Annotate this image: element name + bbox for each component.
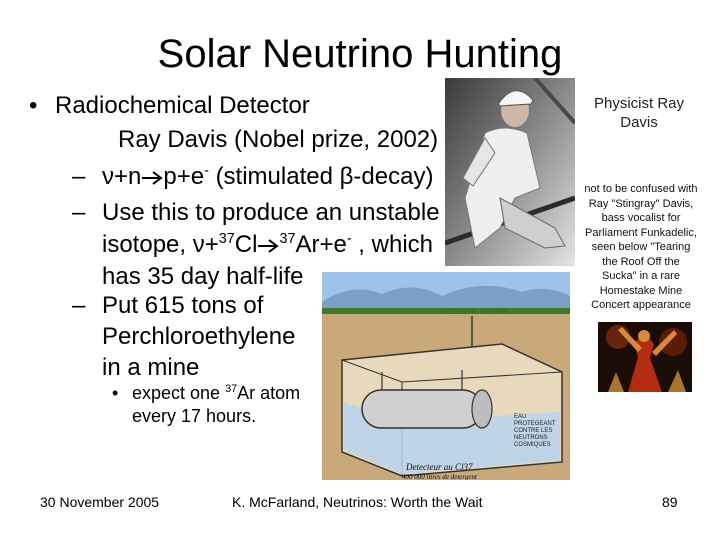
footer-page-number: 89 — [662, 494, 678, 510]
expect-line1 — [132, 382, 300, 405]
diagram-note-line: NEUTRONS — [514, 435, 548, 441]
expect-post: Ar atom — [237, 383, 301, 403]
bullet-radiochemical — [29, 92, 310, 120]
caption-not-confused — [574, 182, 708, 313]
sup-37: 37 — [218, 231, 235, 247]
diagram-note-line: EAU — [514, 414, 527, 420]
concert-photo — [598, 322, 692, 392]
bullet-dot: • — [112, 383, 119, 403]
reaction-left: ν+n — [102, 163, 142, 190]
use-line1: Use this to produce an unstable — [102, 199, 440, 226]
bullet-main-text: Radiochemical Detector — [55, 92, 310, 119]
expect-line2: every 17 hours. — [132, 406, 257, 426]
reaction-charge: - — [204, 163, 209, 179]
diagram-sign: ACCES DE LA MINE — [442, 309, 508, 316]
dash-marker: – — [72, 199, 86, 226]
confused-line: Concert appearance — [591, 299, 691, 311]
caption-physicist — [582, 94, 696, 132]
detector-diagram — [322, 272, 570, 480]
footer-date: 30 November 2005 — [40, 494, 160, 510]
expect-pre: expect one — [132, 383, 221, 403]
confused-line: seen below "Tearing — [591, 241, 691, 253]
arrow-right-icon — [257, 239, 279, 253]
footer-center: K. McFarland, Neutrinos: Worth the Wait — [232, 494, 483, 510]
diagram-note-line: PROTEGEANT — [514, 421, 556, 427]
confused-line: not to be confused with — [584, 183, 698, 195]
put-line1: Put 615 tons of — [102, 292, 264, 319]
reaction-note: (stimulated β-decay) — [215, 163, 434, 190]
bullet-put — [72, 290, 296, 383]
argon: Ar+e — [295, 231, 347, 258]
bullet-dot: • — [29, 92, 38, 119]
confused-line: Parliament Funkadelic, — [585, 226, 697, 239]
diagram-caption-1: Detecteur au Cl37 — [406, 462, 473, 472]
bullet-reaction — [72, 163, 434, 191]
diagram-note-line: CONTRE LES — [514, 428, 553, 434]
slide-title: Solar Neutrino Hunting — [157, 32, 563, 76]
confused-line: Homestake Mine — [599, 284, 683, 297]
bullet-expect — [112, 382, 301, 428]
put-line3: in a mine — [102, 354, 200, 381]
confused-line: bass vocalist for — [601, 212, 681, 224]
sup-37: 37 — [225, 383, 238, 395]
caption-physicist-line2: Davis — [620, 114, 658, 131]
diagram-note-line: COSMIQUES — [514, 442, 551, 448]
use-line3: has 35 day half-life — [102, 263, 304, 290]
put-line2: Perchloroethylene — [102, 323, 296, 350]
use-isotope-a: isotope, ν+ — [102, 231, 219, 258]
ray-davis-photo — [445, 78, 575, 266]
chlorine: Cl — [234, 231, 258, 258]
diagram-caption-2: 400 000 litres de detergent — [402, 473, 477, 480]
caption-physicist-line1: Physicist Ray — [593, 95, 685, 112]
use-which: , which — [358, 231, 433, 258]
subheading-ray-davis: Ray Davis (Nobel prize, 2002) — [118, 126, 439, 153]
confused-line: Ray "Stingray" Davis, — [588, 197, 694, 210]
use-line2 — [102, 229, 440, 261]
dash-marker: – — [72, 163, 86, 190]
sup-37: 37 — [279, 231, 296, 247]
dash-marker: – — [72, 292, 86, 319]
confused-line: the Roof Off the — [602, 255, 680, 268]
arrow-right-icon — [141, 171, 163, 185]
confused-line: Sucka" in a rare — [602, 270, 680, 282]
reaction-right: p+e — [163, 163, 205, 190]
electron-charge: - — [346, 231, 352, 247]
